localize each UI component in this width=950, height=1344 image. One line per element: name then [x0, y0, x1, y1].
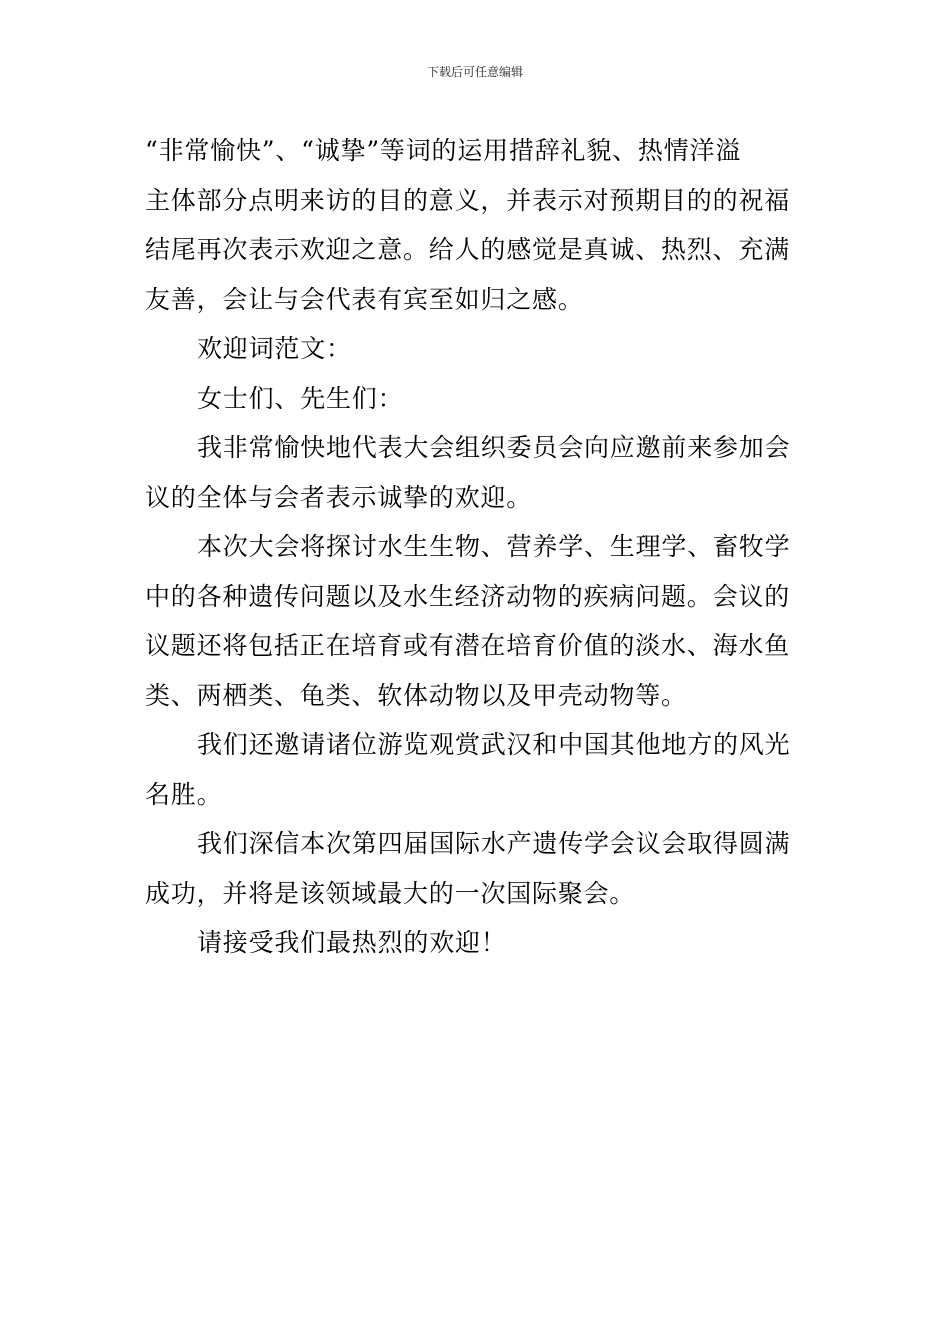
text-line: 类、两栖类、龟类、软体动物以及甲壳动物等。	[145, 680, 687, 710]
text-line: 友善，会让与会代表有宾至如归之感。	[145, 284, 584, 314]
text-line: 我非常愉快地代表大会组织委员会向应邀前来参加会	[197, 433, 791, 462]
text-line: 我们还邀请诸位游览观赏武汉和中国其他地方的风光	[197, 730, 791, 759]
salutation: 女士们、先生们：	[197, 383, 404, 413]
text-line: 主体部分点明来访的目的意义，并表示对预期目的的祝福	[145, 185, 791, 215]
text-line: 成功，并将是该领域最大的一次国际聚会。	[145, 878, 636, 908]
closing-line: 请接受我们最热烈的欢迎！	[197, 928, 507, 957]
text-line: 本次大会将探讨水生生物、营养学、生理学、畜牧学	[197, 532, 791, 561]
document-body	[145, 126, 810, 968]
text-line: 议题还将包括正在培育或有潜在培育价值的淡水、海水鱼	[145, 631, 791, 660]
text-line: 中的各种遗传问题以及水生经济动物的疾病问题。会议的	[145, 581, 791, 611]
text-line: 我们深信本次第四届国际水产遗传学会议会取得圆满	[197, 829, 791, 858]
page-header: 下载后可任意编辑	[426, 65, 523, 79]
text-line: “非常愉快”、“诚挚”等词的运用措辞礼貌、热情洋溢	[145, 136, 742, 165]
text-line: 结尾再次表示欢迎之意。给人的感觉是真诚、热烈、充满	[145, 235, 791, 264]
text-line: 议的全体与会者表示诚挚的欢迎。	[145, 482, 533, 512]
text-line: 名胜。	[145, 779, 223, 809]
section-heading: 欢迎词范文：	[197, 334, 352, 363]
